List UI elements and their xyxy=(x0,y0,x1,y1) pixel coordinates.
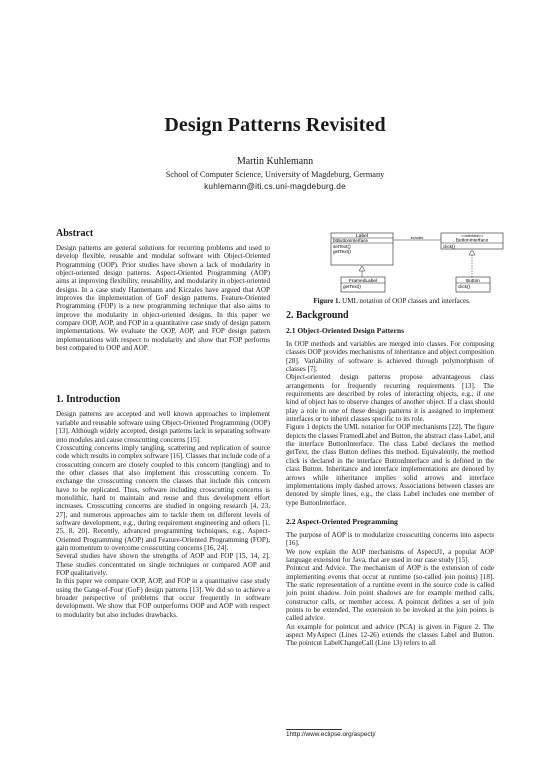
aop-paragraph: The purpose of AOP is to modularize crosscutting concerns into aspects [16]. xyxy=(286,530,494,548)
uml-framedlabel-name: FramedLabel xyxy=(348,278,378,284)
aop-paragraph: An example for pointcut and advice (PCA) is given in Figure 2. The aspect MyAspect (Lines 12-26) extends the classes Label and Button. The pointcut LabelChangeCall (Line 13) refers to all xyxy=(286,622,494,648)
aop-paragraph: We now explain the AOP mechanisms of AspectJ1, a popular AOP language extension for Java, that are used in our case study [15]. xyxy=(286,547,494,564)
right-column xyxy=(286,310,494,648)
subsection-heading: 2.1 Object-Oriented Design Patterns xyxy=(286,326,405,335)
uml-button-method: click() xyxy=(458,284,470,289)
affiliation: School of Computer Science, University of Magdeburg, Germany xyxy=(165,170,385,179)
uml-framedlabel-method: getText() xyxy=(343,284,361,289)
abstract-heading: Abstract xyxy=(56,228,94,239)
left-column xyxy=(56,228,270,619)
uml-figure xyxy=(330,232,505,294)
uml-assoc-label: includes xyxy=(410,236,424,240)
figure-label: Figure 1. xyxy=(313,297,341,305)
uml-label-method: setText() xyxy=(333,244,351,249)
author-email[interactable]: kuhlemann@iti.cs.uni-magdeburg.de xyxy=(204,181,346,191)
background-paragraph: In OOP methods and variables are merged into classes. For composing classes OOP provides mechanisms of inheritance and object composition [28]. Variability of software is achieved through polymorphism of classes [7]. xyxy=(286,340,494,374)
uml-stereotype: <<interface>> xyxy=(460,233,484,238)
subsection-heading: 2.2 Aspect-Oriented Programming xyxy=(286,516,398,526)
intro-paragraph: Design patterns are accepted and well known approaches to implement variable and reusable software using Object-Oriented Programming (OOP) [13]. Although widely accepted, design patterns lack in separating software into modules and cause crosscutting concerns [15]. xyxy=(56,410,270,444)
background-paragraph: Object-oriented design patterns propose advantageous class arrangements for frequently recurring requirements [13]. The requirements are described by roles of interacting objects, e.g., if one kind of object has to observe changes of another object. If a class should play a role in one of these design patterns it is assigned to implement interfaces or to inherit classes specific to its role. xyxy=(286,373,494,424)
figure-caption xyxy=(290,297,494,305)
uml-label-class: Label xyxy=(356,234,368,239)
intro-paragraph: Crosscutting concerns imply tangling, scattering and replication of source code which results in complex software [16]. Classes that include code of a crosscutting concern are closely coupled to this concern (tangling) and to the other classes that also implement this crosscutting concern. To exchange the crosscutting concern the classes that include this concern have to be replicated. Thus, software including crosscutting concerns is monolithic, hard to maintain and reuse and thus development effort increases. Crosscutting concerns are studied in ongoing research [4, 23, 27], and numerous approaches aim to tackle them on different levels of software development, e.g., during requirement engineering and others [1, 25, 8, 20]. Recently, advanced programming techniques, e.g., Aspect-Oriented Programming (AOP) and Feature-Oriented Programming (FOP), gain momentum to overcome crosscutting concerns [16, 24]. xyxy=(56,443,270,552)
intro-paragraph: In this paper we compare OOP, AOP, and FOP in a quantitative case study using the Gang-of-Four (GoF) design patterns [13]. We did so to achieve a broader perspective of problems that occur frequently in software development. We show that FOP outperforms OOP and AOP with respect to modularity but also includes drawbacks. xyxy=(56,577,270,619)
background-heading: 2. Background xyxy=(286,310,349,321)
uml-button-name: Button xyxy=(466,278,480,284)
footnote-rule xyxy=(286,729,342,730)
introduction-heading: 1. Introduction xyxy=(56,394,121,406)
uml-interface-name: ButtonInterface xyxy=(455,238,489,244)
uml-label-field: btButtonInterface xyxy=(333,238,368,243)
paper-title: Design Patterns Revisited xyxy=(164,114,386,136)
author-name: Martin Kuhlemann xyxy=(236,156,314,167)
footnote[interactable]: 1http://www.eclipse.org/aspectj/ xyxy=(286,731,376,738)
figure-caption-text: UML notation of OOP classes and interfaces. xyxy=(342,297,471,305)
abstract-text: Design patterns are general solutions for recurring problems and used to develop flexible, reusable and modular software with Object-Oriented Programming (OOP). Prior studies have shown a lack of modularity in object-oriented design patterns. Aspect-Oriented Programming (AOP) aims at improving flexibility, reusability, and modularity in object-oriented designs. In a case study Hannemann and Kiczales have argued that AOP improves the implementation of GoF design patterns. Feature-Oriented Programming (FOP) is a new programming technique that also aims to improve the modularity in object-oriented designs. In this paper we compare OOP, AOP, and FOP in a quantitative case study of design pattern implementations. We evaluate the OOP, AOP, and FOP design pattern implementations with respect to modularity and show that FOP performs best compared to OOP and AOP. xyxy=(56,244,270,353)
aop-paragraph: Pointcut and Advice. The mechanism of AOP is the extension of code implementing events that occur at runtime (so-called join points) [18]. The static representation of a runtime event in the source code is called join point shadow. Join point shadows are for example method calls, constructor calls, or member access. A pointcut defines a set of join points to be extended. The extension to be invoked at the join points is called advice. xyxy=(286,564,494,623)
background-paragraph: Figure 1 depicts the UML notation for OOP mechanisms [22]. The figure depicts the classes FramedLabel and Button, the abstract class Label, and the interface ButtonInterface. The class Label declares the method getText, the class Button defines this method. Equivalently, the method click is declared in the interface ButtonInterface and is defined in the class Button. Inheritance and interface implementations are denoted by arrows while inheritance implies solid arrows and interface implementations imply dashed arrows. Associations between classes are denoted by simple lines, e.g., the class Label includes one member of type ButtonInterface. xyxy=(286,423,495,507)
intro-paragraph: Several studies have shown the strengths of AOP and FOP [15, 14, 2]. These studies concentrated on single techniques or compared AOP and FOP qualitatively. xyxy=(56,552,270,577)
uml-label-method: getText() xyxy=(333,249,351,254)
uml-interface-method: click() xyxy=(443,243,455,249)
